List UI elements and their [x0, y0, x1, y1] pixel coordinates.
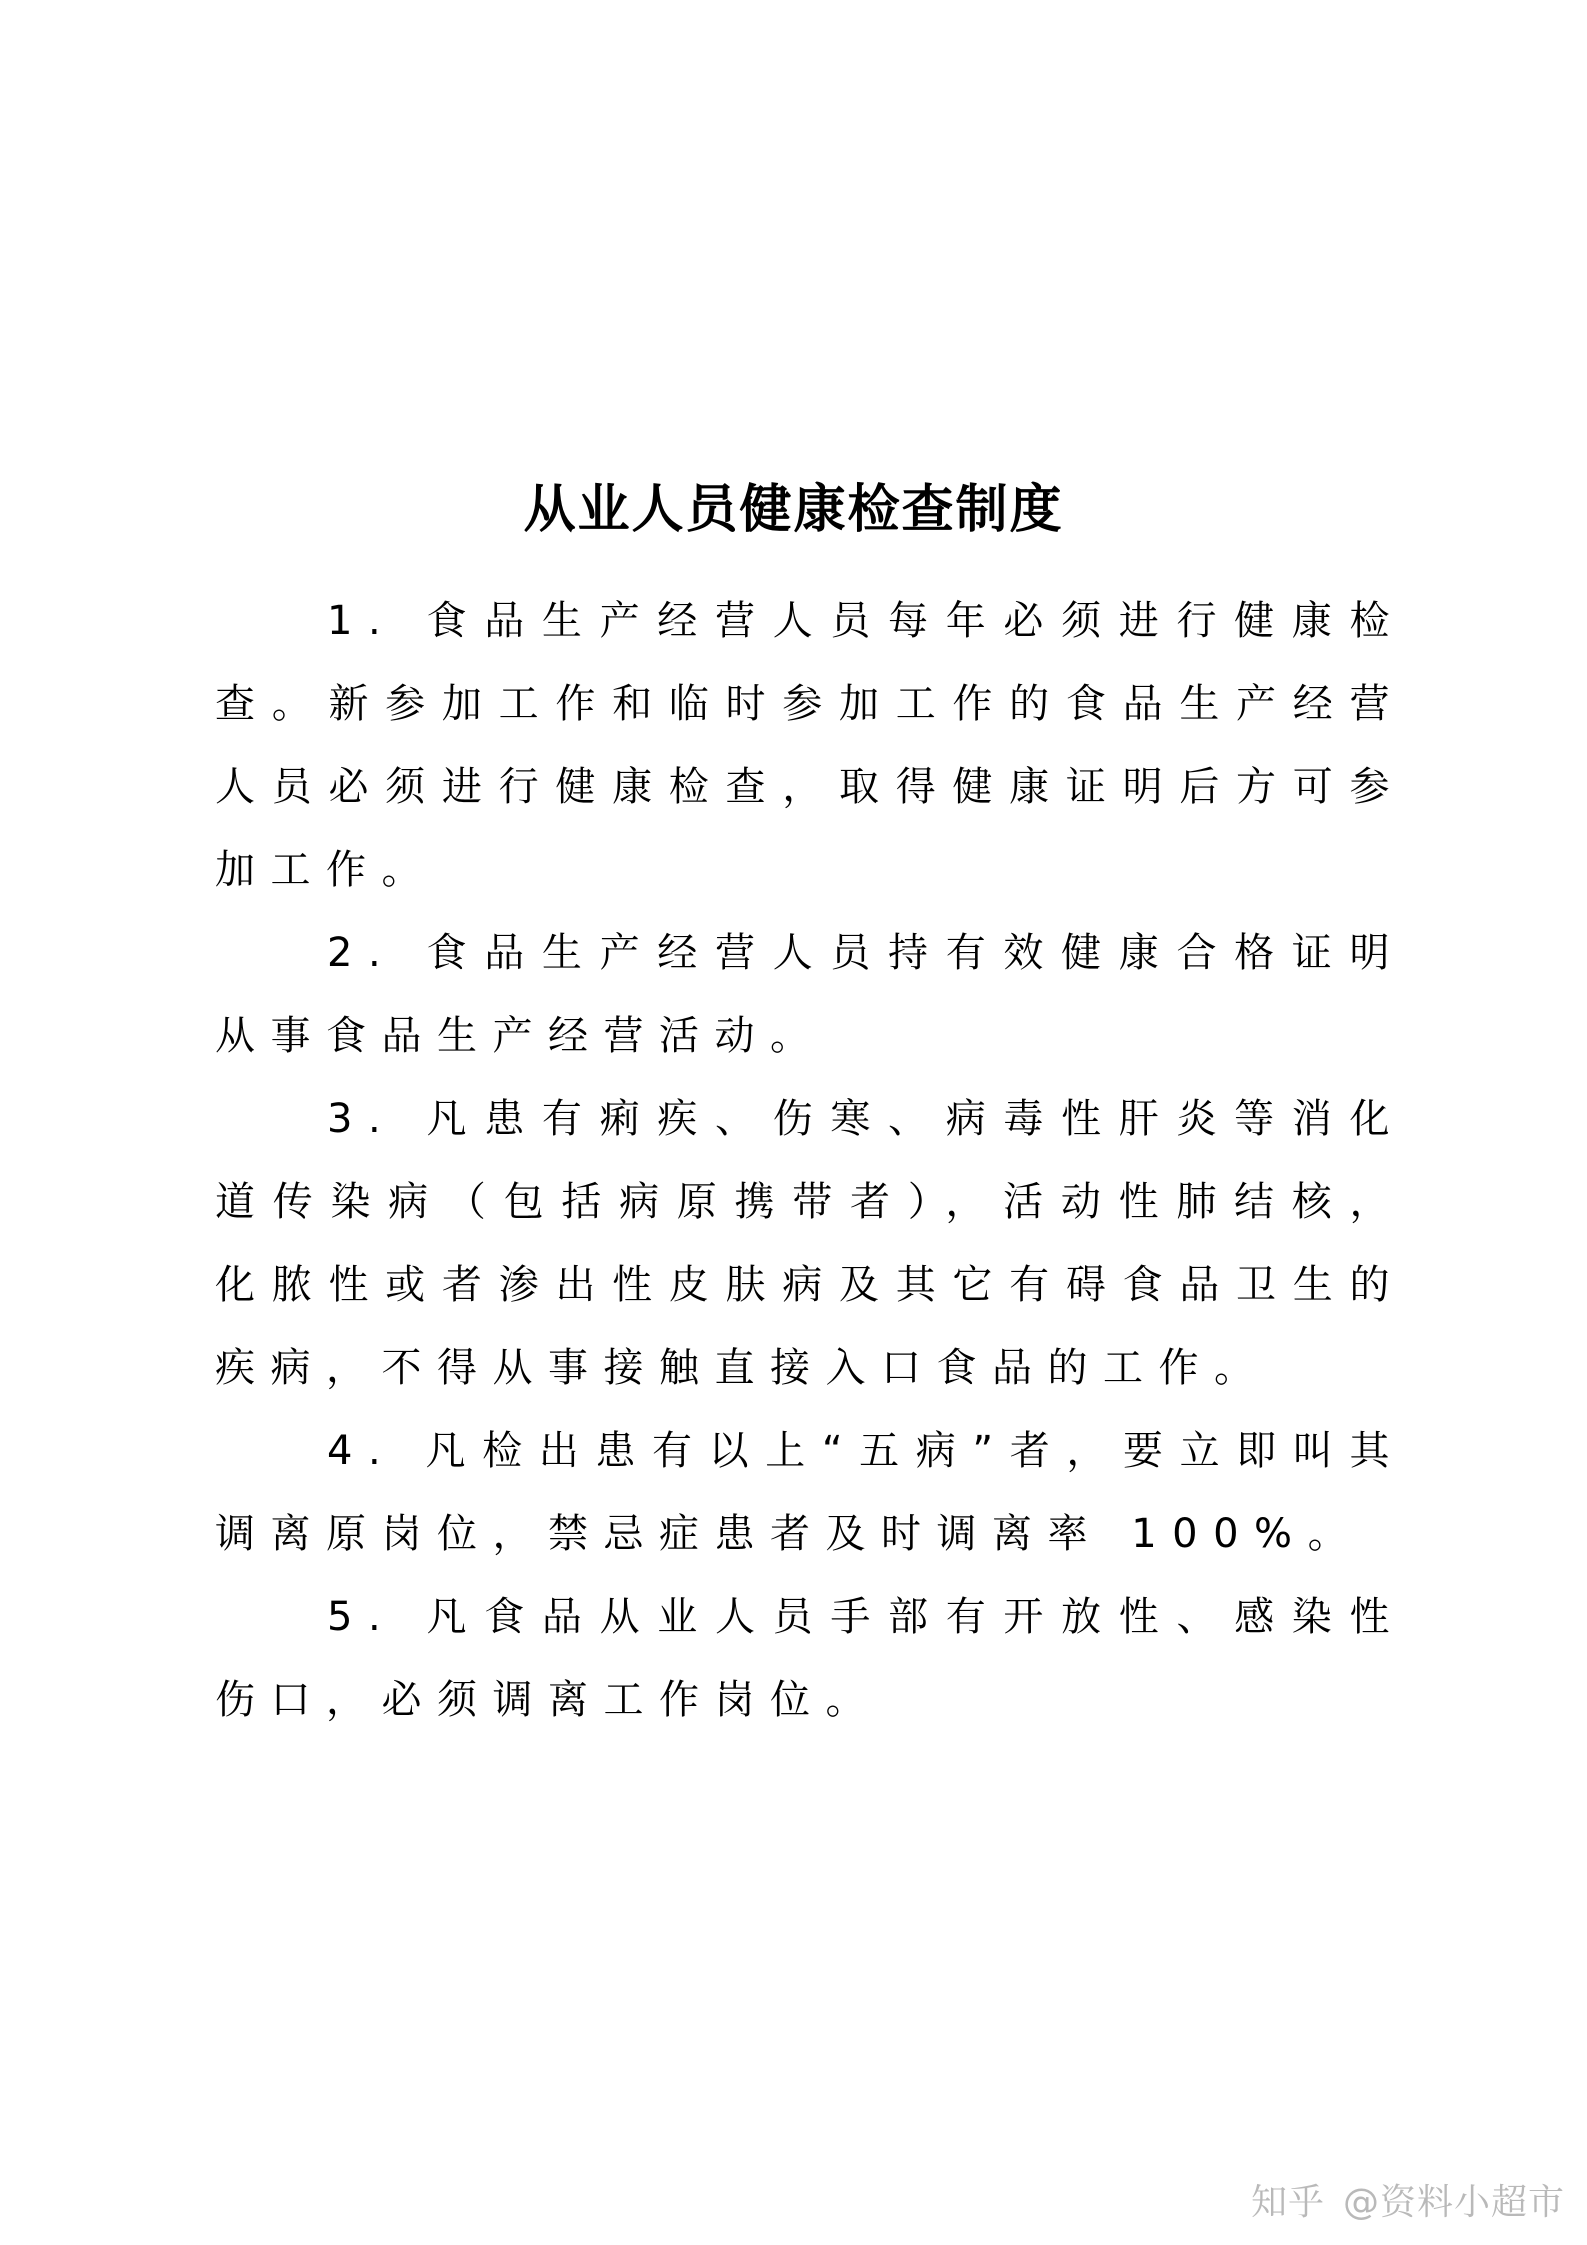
clause-2: 2. 食品生产经营人员持有效健康合格证明从事食品生产经营活动。: [215, 930, 1405, 1059]
clause-4: 4. 凡检出患有以上“五病”者，要立即叫其调离原岗位，禁忌症患者及时调离率 100%。: [215, 1428, 1405, 1557]
clause-1: 1. 食品生产经营人员每年必须进行健康检查。新参加工作和临时参加工作的食品生产经营人员必须进行健康检查，取得健康证明后方可参加工作。: [215, 598, 1405, 893]
page-title: 从业人员健康检查制度: [523, 479, 1064, 540]
clause-5: 5. 凡食品从业人员手部有开放性、感染性伤口，必须调离工作岗位。: [215, 1594, 1405, 1723]
watermark: [1251, 2174, 1565, 2225]
clause-3: 3. 凡患有痢疾、伤寒、病毒性肝炎等消化道传染病（包括病原携带者），活动性肺结核，化脓性或者渗出性皮肤病及其它有碍食品卫生的疾病，不得从事接触直接入口食品的工作。: [215, 1096, 1405, 1391]
watermark-author: @资料小超市: [1342, 2182, 1565, 2223]
document-body: [215, 580, 1405, 1742]
watermark-platform: 知乎: [1250, 2182, 1325, 2223]
